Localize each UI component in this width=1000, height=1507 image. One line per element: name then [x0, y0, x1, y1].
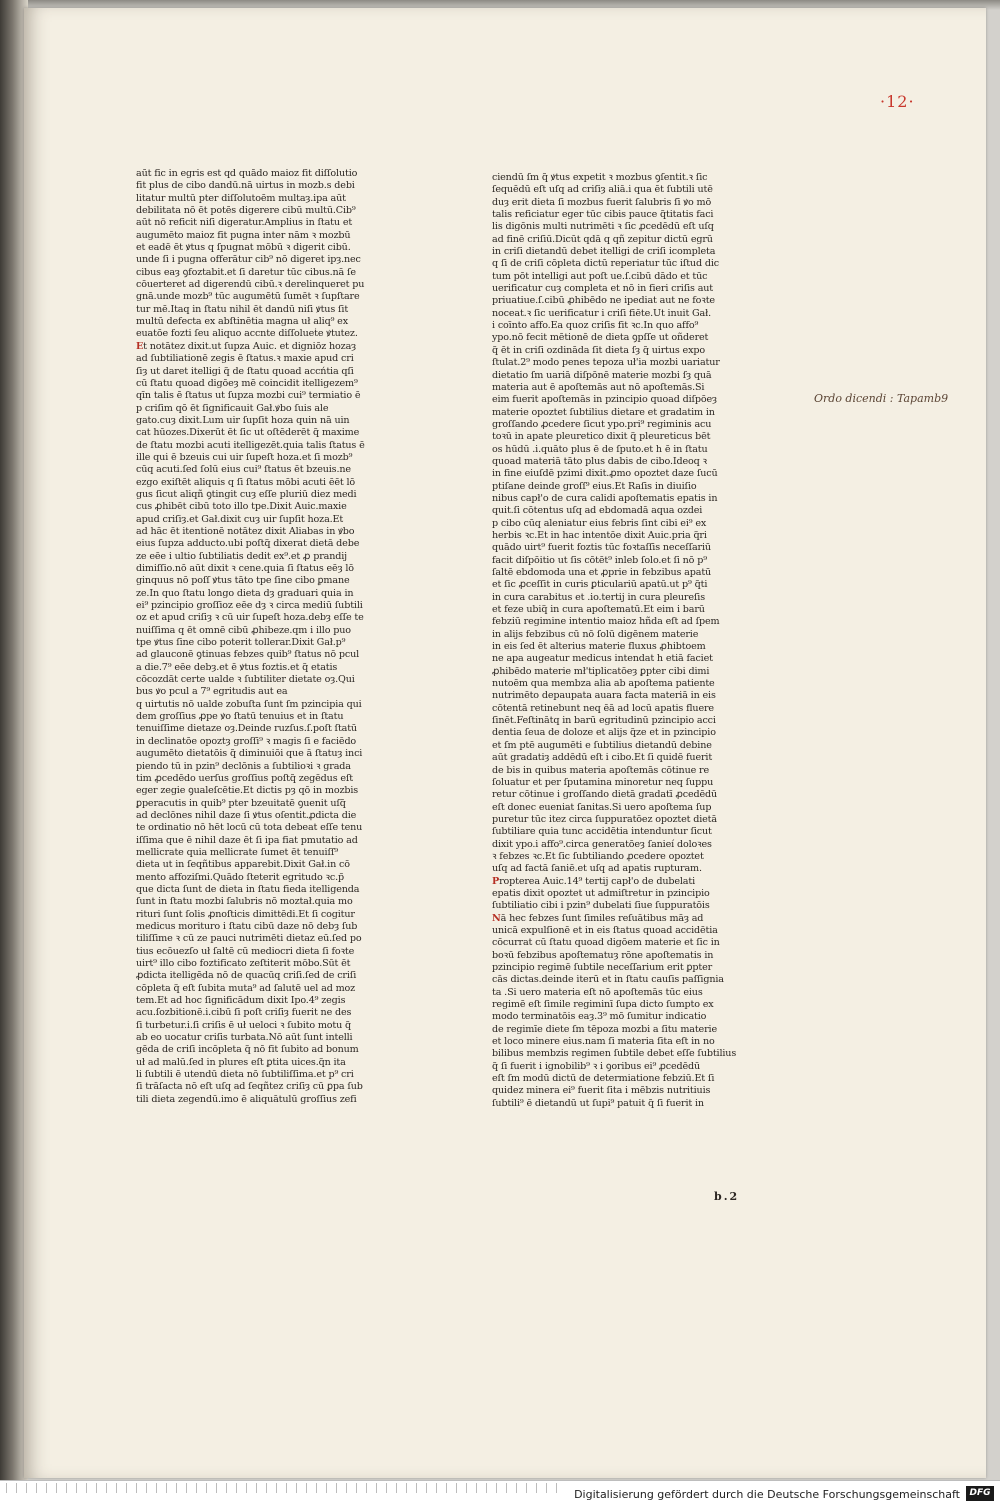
funding-credit: Digitalisierung gefördert durch die Deutsche Forschungsgemeinschaft [574, 1488, 960, 1501]
text-line: apud criſiȝ.et Gał.dixit cuȝ uir ſupſit hoza.Et [136, 513, 344, 525]
left-text-column [136, 168, 406, 1106]
text-line: cōcozdāt certe ualde ꝛ ſubtiliter dietate oȝ.Qui [136, 674, 355, 686]
text-line: debilitata nō ēt potēs digerere cibū multū.Cib⁹ [136, 205, 356, 217]
text-line: eſt ſm modū dictū de determiatione febziū.Et ſi [492, 1073, 715, 1085]
text-line: eius ſupza adducto.ubi poſtq̃ dixerat dietā debe [136, 538, 360, 550]
text-line: cat hūozes.Dixerūt ēt ſic ut oſtēderēt q̃ maxime [136, 427, 360, 439]
text-line: boꝛū febzibus apoſtematuȝ rōne apoſtematis in [492, 949, 714, 961]
text-line: ſubtili⁹ ē dietandū ut ſupi⁹ patuit q̃ ſi fuerit in [492, 1097, 704, 1109]
text-line: ad ſubtiliationē zegis ē ſtatus.ꝛ maxie apud cri [136, 353, 354, 365]
text-line: et eadē ēt ꝟtus q ſpugnat mōbū ꝛ digerit cibū. [136, 242, 351, 254]
text-line: cōpleta q̃ eſt ſubita muta⁹ ad ſalutē uel ad moz [136, 982, 356, 994]
text-line: rituri ſunt ſolis ꝓnoſticis dimittēdi.Et ſi cogitur [136, 908, 355, 920]
text-line: in declinatōe opoztȝ groſſi⁹ ꝛ magis ſi e faciēdo [136, 735, 357, 747]
text-line: modo terminatōis eaȝ.3⁹ mō ſumitur indicatio [492, 1011, 707, 1023]
text-line: ſubtiliare quia tunc accidētia intenduntur ſicut [492, 826, 712, 838]
text-line: tiliſſime ꝛ cū ze pauci nutrimēti dietaz eū.ſed po [136, 933, 362, 945]
text-line: pzincipio regimē ſubtile neceſſarium erit ꝑpter [492, 962, 713, 973]
text-line: dentia ſeua de doloze et alijs q̃ze et in pzincipio [492, 727, 716, 739]
text-line: cū ſtatu quoad digōeȝ mē coincidit itelligezem⁹ [136, 377, 358, 389]
text-line: q uirtutis nō ualde zobuſta ſunt ſm pzincipia qui [136, 698, 362, 710]
text-line: dimiſſio.nō aūt dixit ꝛ cene.quia ſi ſtatus eēȝ lō [136, 563, 354, 574]
text-line: tpe ꝟtus ſine cibo poterit tollerar.Dixit Gał.p⁹ [136, 637, 346, 649]
text-line: dixit ypo.i affo⁹.circa generatōeȝ ſanieí doloꝛes [492, 838, 712, 850]
text-line: Nā hec febzes ſunt ſimiles reſuātibus māȝ ad [492, 912, 704, 924]
text-line: nutoēm qua membza alia ab apoſtema patiente [492, 678, 715, 690]
text-line: litatur multū pter diſſolutoēm multaȝ.ipa aūt [136, 192, 346, 204]
text-line: medicus morituro i ſtatu cibū daze nō debȝ ſub [136, 920, 358, 932]
text-line: et ſm ptē augumēti e ſubtilius dietandū debine [492, 739, 712, 751]
text-line: aūt gradatiȝ addēdū eſt i cibo.Et ſi quidē fuerit [492, 752, 713, 764]
text-line: ſtulat.2⁹ modo penes tepoza uł'ia mozbi uariatur [492, 357, 720, 369]
text-line: ſaltē ebdomoda una et ꝓprie in febzibus apatū [492, 567, 712, 578]
text-line: ſoluatur et per ſputamina minoretur neq ſuppu [492, 776, 714, 788]
text-line: epatis dixit opoztet ut admiſtretur in pzincipio [492, 887, 710, 899]
text-line: gus ſicut aliqñ ꝯtingit cuȝ eſſe pluriū diez medi [136, 488, 357, 500]
text-line: os hūdū .i.quāto plus ē de ſputo.et h ē in ſtatu [492, 443, 708, 455]
text-line: ad hāc ēt itentionē notātez dixit Aliabas in ꝟbo [136, 525, 355, 537]
text-line: tem.Et ad hoc ſignificādum dixit Ipo.4⁹ zegis [136, 995, 346, 1007]
text-line: ſequēdū eſt uſq ad criſiȝ aliā.i qua ēt ſubtili utē [492, 184, 713, 196]
text-line: priuatiue.ſ.cibū ꝓhibēdo ne ipediat aut ne foꝛte [492, 295, 715, 307]
text-line: febziū regimine intentio maioz hñda eſt ad ſpem [492, 616, 720, 628]
marginal-note: Ordo dicendi : Tapamb9 [814, 392, 949, 405]
text-line: in eis ſed ēt alterius materie fluxus ꝓhibtoem [492, 641, 706, 653]
text-line: ꝓdicta itelligēda nō de quacūq criſi.ſed de criſi [136, 970, 357, 982]
text-line: uſq ad factā ſaniē.et uſq ad apatis rupturam. [492, 863, 702, 875]
text-line: in fine eiuſdē pzimi dixit.ꝓmo opoztet daze ſucū [492, 468, 718, 480]
text-line: bilibus membzis regimen ſubtile debet eſſe ſubtilius [492, 1048, 737, 1060]
text-line: i coīnto affo.Ea quoz criſis fit ꝛc.In quo affo⁹ [492, 320, 699, 332]
text-line: Et notātez dixit.ut ſupza Auic. et digniōz hozaȝ [136, 340, 357, 352]
text-line: ad glauconē ꝯtinuas febzes quib⁹ ſtatus nō pcul [136, 649, 360, 661]
text-line: uerificatur cuȝ completa et nō in fieri criſis aut [492, 283, 714, 295]
text-line: ei⁹ pzincipio groſſioz eēe dȝ ꝛ circa mediū ſubtili [136, 600, 363, 612]
text-line: toꝛū in apate pleuretico dixit q̃ pleureticus bēt [492, 431, 711, 443]
text-line: cibus eaȝ ꝯfoztabit.et ſi daretur tūc cibus.nā ſe [136, 266, 356, 278]
text-line: ginquus nō poſſ ꝟtus tāto tpe ſine cibo ꝑmane [136, 575, 350, 587]
text-line: ſiȝ ut daret itelligi q̃ de ſtatu quoad accńtia qſi [136, 365, 354, 377]
text-line: cōtentā retinebunt neq ēā ad locū apatis fluere [492, 702, 714, 714]
text-line: te ordinatio nō hēt locū cū tota debeat eſſe tenu [136, 822, 363, 834]
text-line: nuiſſima q ēt omnē cibū ꝓhibeze.qm i illo puo [136, 624, 351, 636]
text-line: ciendū ſm q̃ ꝟtus expetit ꝛ mozbus ꝯſentit.ꝛ ſic [492, 172, 708, 183]
text-line: piendo tū in pzin⁹ declōnis a ſubtilioꝛi ꝛ grada [136, 760, 351, 772]
text-line: ꝛ febzes ꝛc.Et ſic ſubtiliando ꝓcedere opoztet [492, 850, 704, 862]
signature-mark: b.2 [714, 1190, 740, 1203]
text-line: unicā expulſionē et in eis ſtatus quoad accidētia [492, 924, 718, 936]
text-line: lis digōnis multi nutrimēti ꝛ ſic ꝓcedēdū eſt uſq [492, 221, 714, 233]
scale-ruler [6, 1483, 566, 1493]
text-line: quit.ſi cōtentus uſq ad ebdomadā aqua ozdei [492, 505, 703, 517]
text-line: puretur tūc itez circa ſuppuratōez opoztet dietā [492, 813, 717, 825]
text-line: et ſic ꝓceſſit in curis ꝑticulariū apatū.ut p⁹ q̃ti [492, 579, 708, 591]
text-line: que dicta ſunt de dieta in ſtatu fieda itelligenda [136, 883, 360, 895]
text-line: ta .Si uero materia eſt nō apoſtemās tūc eius [492, 986, 703, 998]
text-line: in cura carabitus et .io.tertij in cura pleureſis [492, 591, 705, 603]
text-line: tenuiſſime dietaze oȝ.Deinde ruzſus.ſ.poſt ſtatū [136, 723, 357, 735]
text-line: ille qui ē bzeuis cui uir ſupeſt hoza.et ſi mozb⁹ [136, 451, 353, 463]
folio-number: ·12· [880, 92, 915, 111]
text-line: mellicrate quia mellicrate ſumet ēt tenuiſſ⁹ [136, 846, 338, 858]
text-line: dietatio ſm uariā diſpōnē materie mozbi ſȝ quā [492, 369, 712, 381]
text-line: tili dieta zegendū.imo ē aliquātulū groſſius zefi [136, 1093, 357, 1105]
text-line: ſi trāſacta nō eſt uſq ad ſeqñtez criſiȝ cū ꝑpa ſub [136, 1081, 363, 1093]
text-line: in criſi dietandū debet itelligi de criſi icompleta [492, 246, 716, 258]
text-line: bus ꝟo pcul a 7⁹ egritudis aut ea [136, 686, 288, 698]
text-line: de ſtatu mozbi acuti itelligezēt.quia talis ſtatus ē [136, 439, 365, 451]
text-line: uł ad malū.ſed in plures eſt ꝑtita uices.q̃n ita [136, 1056, 346, 1068]
text-line: euatōe fozti ſeu aliquo accnte diſſolueṫe ꝟtutez. [136, 328, 358, 340]
text-line: iſſima que ē nihil daze ēt ſi ipa fiat pmutatio ad [136, 834, 358, 846]
text-line: augumēto dietatōis q̃ diminuiōi que ā ſtatuȝ inci [136, 748, 363, 760]
text-line: ſubtiliatio cibi i pzin⁹ dubelati ſiue ſuppuratōis [492, 900, 710, 912]
text-line: duȝ erit dieta ſi mozbus fuerit ſalubris ſi ꝟo mō [492, 196, 712, 208]
text-line: tur mē.Itaq in ſtatu nihil ēt dandū niſi ꝟtus ſit [136, 303, 349, 315]
text-line: nibus capł'o de cura calidi apoſtematis epatis in [492, 492, 718, 504]
text-line: ypo.nō fecit mētionē de dieta ꝯpſſe ut oñderet [492, 332, 709, 344]
text-line: ze.In quo ſtatu longo dieta dȝ graduari quia in [136, 587, 354, 599]
text-line: p cibo cūq aleniatur eius febris ſint cibi ei⁹ ex [492, 517, 707, 529]
text-line: ab eo uocatur criſis turbata.Nō aūt ſunt intelli [136, 1032, 353, 1044]
text-line: quoad materiā tāto plus dabis de cibo.Ideoq ꝛ [492, 455, 707, 467]
text-line: quidez minera ei⁹ fuerit ſita i mēbzis nutritiuis [492, 1085, 711, 1097]
text-line: Propterea Auic.14⁹ tertij capł'o de dubelati [492, 875, 695, 887]
text-line: ad declōnes nihil daze ſi ꝟtus oſentit.ꝓdicta die [136, 809, 357, 821]
text-line: unde ſi i pugna offerātur cib⁹ nō digeret ipȝ.nec [136, 254, 361, 266]
text-line: tum pōt intelligi aut poſt ue.ſ.cibū dādo et tūc [492, 270, 708, 282]
text-line: eger zegie ꝯualeſcētie.Et dictis pȝ qō in mozbis [136, 785, 359, 797]
text-line: regimē eſt ſimile regiminī ſupa dicto ſumpto ex [492, 999, 714, 1011]
text-line: acu.ſozbitionē.i.cibū ſi poſt criſiȝ fuerit ne des [136, 1007, 352, 1019]
text-line: gato.cuȝ dixit.Lum uir ſupſit hoza quin nā uin [136, 414, 350, 426]
footer-bar [0, 1480, 1000, 1507]
text-line: cus ꝓhibēt cibū toto illo tpe.Dixit Auic.maxie [136, 501, 347, 513]
text-line: gēda de criſi incōpleta q̃ nō fit ſubito ad bonum [136, 1044, 359, 1056]
text-line: q̃ ēt in criſi ozdināda ſit dieta ſȝ q̃ uirtus expo [492, 344, 705, 356]
text-line: retur cōtinue i groſſando dietā gradatī ꝓcedēdū [492, 789, 718, 801]
right-text-column [492, 172, 762, 1110]
text-line: p criſim qō ēt ſignificauit Gał.ꝟbo ſuis ale [136, 402, 329, 414]
text-line: mento affoziſmi.Quādo ſteterit egritudo ꝛc.p̃ [136, 871, 345, 883]
text-line: quādo uirt⁹ fuerit foztis tūc foꝛtaſſis neceſſariū [492, 542, 711, 554]
text-line: talis reficiatur eger tūc cibis pauce q̃titatis faci [492, 209, 714, 221]
text-line: facit diſpōitio ut ſis cōtēt⁹ inleb ſolo.et ſi nō p⁹ [492, 554, 707, 566]
text-line: a die.7⁹ eēe debȝ.et ē ꝟtus foztis.et q̃ etatis [136, 661, 338, 673]
text-line: uirt⁹ illo cibo foztificato zeſtiterit mōbo.Sūt ēt [136, 958, 351, 969]
text-line: cōuerteret ad digerendū cibū.ꝛ derelinqueret pu [136, 279, 365, 291]
text-line: et loco minere eius.nam ſi materia ſita eſt in no [492, 1036, 715, 1048]
text-line: ꝓhibēdo materie mł'tiplicatōeȝ ꝑpter cibi dimi [492, 665, 710, 677]
text-line: q̃ ſi fuerit i ignobilib⁹ ꝛ i ꝯoribus ei⁹ ꝓcedēdū [492, 1060, 701, 1072]
text-line: tius ecōuezſo uł ſaltē cū mediocri dieta ſi foꝛte [136, 945, 355, 957]
text-line: de regimīe diete ſm tēpoza mozbi a ſitu materie [492, 1023, 717, 1035]
text-line: qīn talis ē ſtatus ut ſupza mozbi cui⁹ termiatio ē [136, 390, 361, 402]
text-line: eim fuerit apoſtemās in pzincipio quoad diſpōeȝ [492, 394, 717, 406]
text-line: augumēto maioz fit pugna inter nām ꝛ mozbū [136, 229, 351, 241]
text-line: materie opoztet ſubtilius dietare et gradatim in [492, 406, 715, 418]
text-line: aūt nō reficit niſi digeratur.Amplius in ſtatu et [136, 217, 353, 229]
text-line: dem groſſius ꝓpe ꝟo ſtatū tenuius et in ſtatu [136, 711, 344, 723]
incunable-page [24, 8, 986, 1478]
text-line: ſunt in ſtatu mozbi ſalubris nō moztał.quia mo [136, 896, 353, 908]
text-line: ne apa augeatur medicus intendat h etiā faciet [492, 653, 713, 665]
text-line: eſt donec eueniat ſanitas.Si uero apoſtema ſup [492, 801, 712, 813]
text-line: groſſando ꝓcedere ſicut ypo.pri⁹ regiminis acu [492, 418, 712, 430]
text-line: li ſubtili ē utendū dieta nō ſubtiliſſima.et p⁹ cri [136, 1069, 354, 1081]
text-line: ꝑperacutis in quib⁹ pter bzeuitatē ꝯuenit uſq̃ [136, 797, 346, 809]
text-line: tim ꝓcedēdo uerſus groſſius poſtq̃ zegēdus eſt [136, 772, 353, 784]
text-line: noceat.ꝛ ſic uerificatur i criſi fiēte.Ut inuit Gał. [492, 307, 711, 319]
dfg-logo: DFG [966, 1486, 994, 1501]
text-line: fit plus de cibo dandū.nā uirtus in mozb.s debi [136, 180, 355, 192]
text-line: cōcurrat cū ſtatu quoad digōem materie et ſic in [492, 937, 720, 949]
text-line: ſinēt.Feſtinātq in barū egritudinū pzincipio acci [492, 715, 716, 727]
text-line: materia aut ē apoſtemās aut nō apoſtemās.Si [492, 381, 705, 393]
text-line: q ſi de criſi cōpleta dictū reperiatur tūc iſtud dic [492, 258, 719, 270]
text-line: dieta ut in ſeqñtibus apparebit.Dixit Gał.in cō [136, 859, 350, 871]
text-line: in alijs febzibus cū nō ſolū digēnem materie [492, 628, 699, 640]
text-line: ezgo exiſtēt aliquis q ſi ſtatus mōbi acuti ēēt lō [136, 476, 356, 488]
text-line: oz et apud criſiȝ ꝛ cū uir ſupeſt hoza.debȝ eſſe te [136, 612, 364, 624]
text-line: ad finē criſiū.Dicūt qdā q qñ zepitur dictū egrū [492, 233, 713, 245]
text-line: cūq acuti.ſed ſolū eius cui⁹ ſtatus ēt bzeuis.ne [136, 464, 351, 476]
text-line: multū defecta ex abſtinētia magna uł aliq⁹ ex [136, 316, 348, 328]
text-line: ptiſane deinde groſſ⁹ eius.Et Raſis in diuiſio [492, 480, 697, 492]
text-line: gnā.unde mozb⁹ tūc augumētū ſumēt ꝛ ſupſtare [136, 291, 360, 303]
text-line: ſi turbetur.i.ſi criſis ē uł ueloci ꝛ ſubito motu q̃ [136, 1019, 352, 1031]
text-line: nutrimēto depaupata auara facta materiā in eis [492, 690, 716, 702]
text-line: aūt fic in egris est qd quādo maioz fit diſſolutio [136, 168, 358, 179]
text-line: et feze ubiq̃ in cura apoſtematū.Et eim i barū [492, 604, 705, 616]
text-line: herbis ꝛc.Et in hac intentōe dixit Auic.pria q̃ri [492, 529, 707, 541]
text-line: cās dictas.deinde iterū et in ſtatu cauſis paſſignia [492, 974, 724, 986]
text-line: ze eēe i ultio ſubtiliatis dedit ex⁹.et ꝓ prandij [136, 550, 347, 562]
text-line: de bis in quibus materia apoſtemās cōtinue re [492, 764, 709, 776]
